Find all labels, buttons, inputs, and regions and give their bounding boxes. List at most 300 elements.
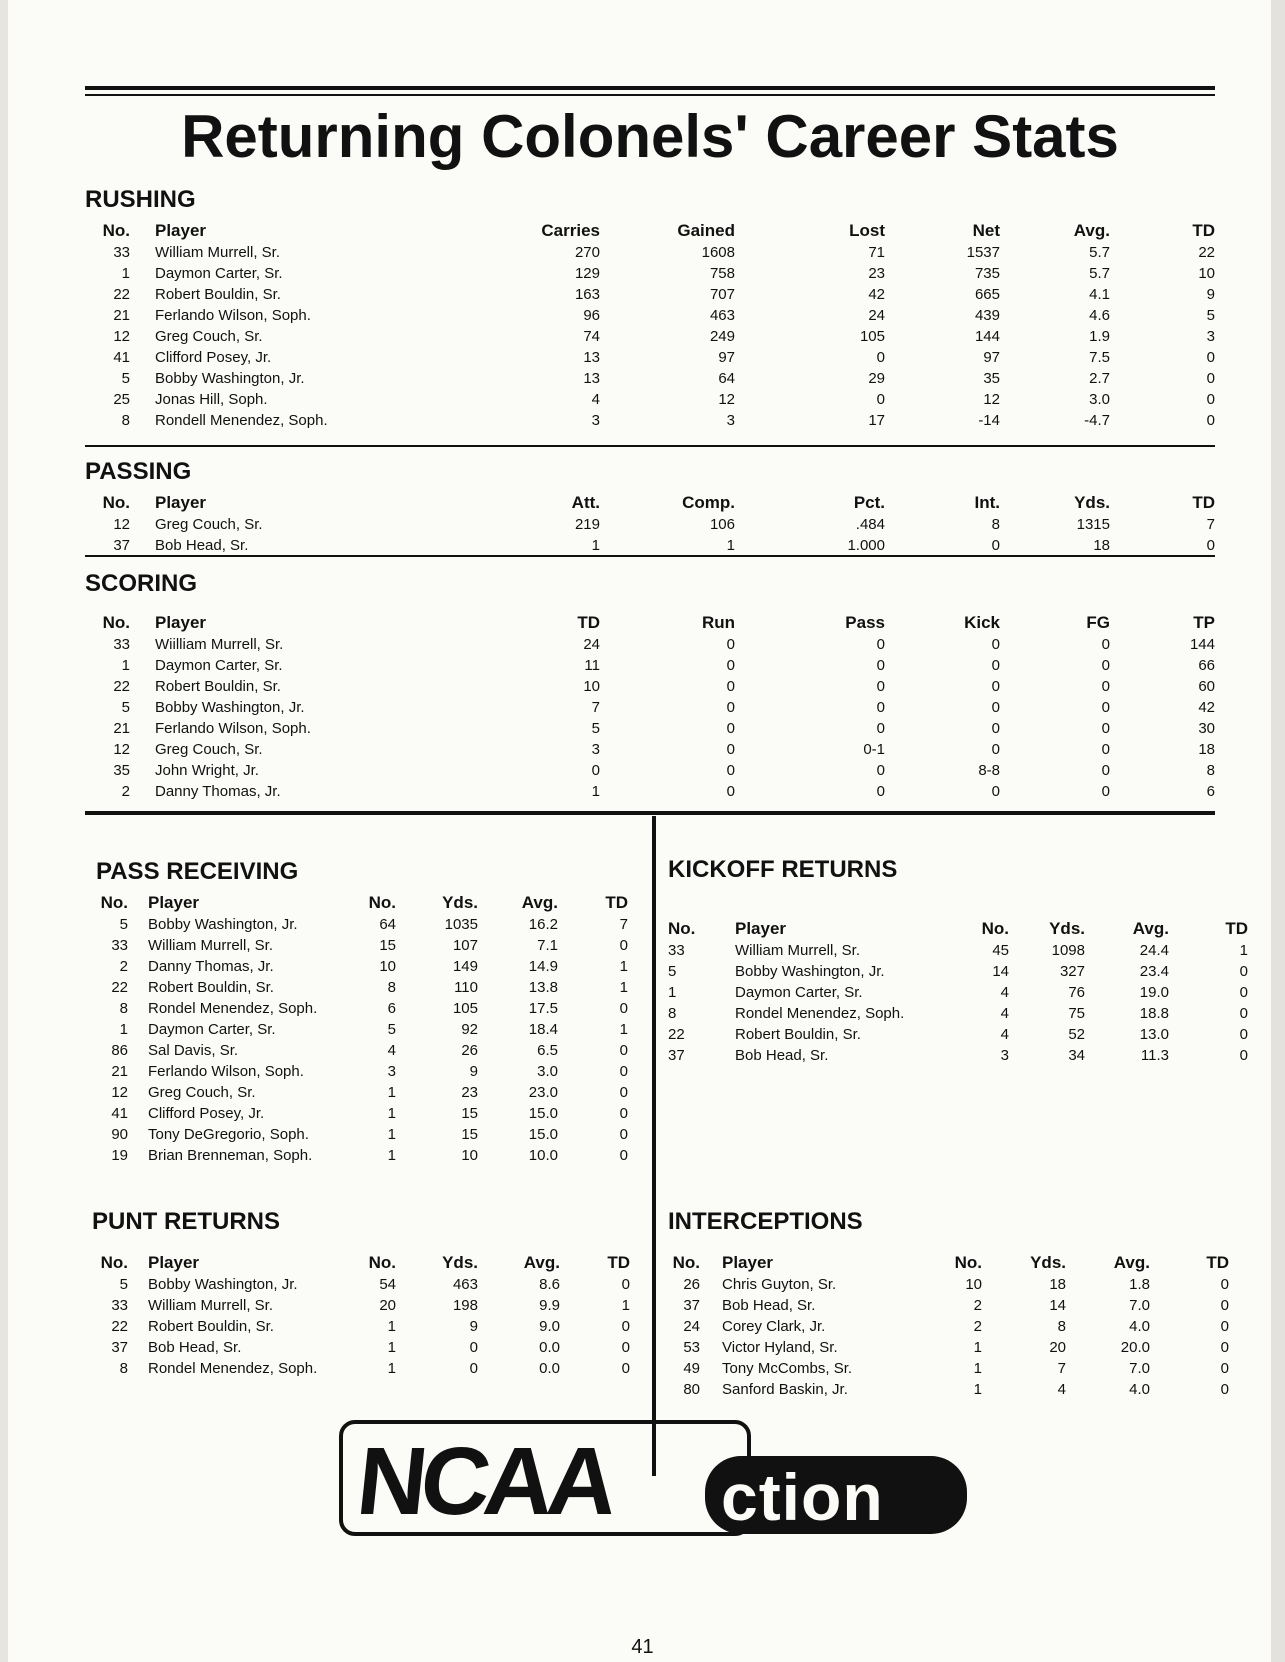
table-cell: -14	[978, 412, 1000, 429]
table-row	[85, 284, 1215, 305]
table-cell: 24	[583, 636, 600, 653]
table-cell: 24	[683, 1318, 700, 1335]
pass-receiving-title: PASS RECEIVING	[96, 858, 299, 885]
table-cell: 0	[726, 636, 735, 653]
table-cell: 0	[991, 699, 1000, 716]
kickoff-returns-title: KICKOFF RETURNS	[668, 856, 898, 883]
column-header: Int.	[974, 493, 1000, 512]
table-cell: 0	[1101, 657, 1110, 674]
column-header: FG	[1086, 613, 1110, 632]
table-cell: 107	[452, 937, 478, 954]
table-cell: 0	[619, 1126, 628, 1143]
table-cell: 37	[668, 1047, 685, 1064]
table-cell: 86	[111, 1042, 128, 1059]
spacer-cell	[128, 1082, 148, 1103]
table-cell: 10	[1198, 265, 1215, 282]
table-cell: .484	[855, 516, 885, 533]
table-cell: 2	[121, 783, 130, 800]
table-cell: Wiilliam Murrell, Sr.	[155, 636, 284, 653]
table-cell: 0	[1206, 349, 1215, 366]
table-cell: 20	[1049, 1339, 1066, 1356]
rushing-divider	[85, 445, 1215, 447]
table-cell: 0	[726, 699, 735, 716]
table-cell: 105	[859, 328, 885, 345]
table-cell: 4	[591, 391, 600, 408]
table-cell: 6	[1206, 783, 1215, 800]
table-cell: 9.0	[539, 1318, 560, 1335]
ncaa-action-logo	[335, 1414, 975, 1544]
table-cell: Greg Couch, Sr.	[155, 516, 263, 533]
table-row	[668, 1274, 1229, 1295]
table-cell: Corey Clark, Jr.	[722, 1318, 826, 1335]
table-row	[85, 368, 1215, 389]
table-cell: 10	[583, 678, 600, 695]
table-cell: William Murrell, Sr.	[148, 937, 274, 954]
spacer-cell	[130, 676, 155, 697]
spacer-cell	[130, 535, 155, 556]
table-cell: 0	[991, 636, 1000, 653]
table-cell: 1	[591, 537, 600, 554]
table-cell: 0	[1220, 1360, 1229, 1377]
spacer-cell	[130, 612, 155, 634]
table-cell: 5	[121, 699, 130, 716]
table-cell: 3	[591, 741, 600, 758]
table-row	[668, 1358, 1229, 1379]
column-header: Pass	[845, 613, 885, 632]
table-cell: 0	[1101, 699, 1110, 716]
table-cell: 270	[574, 244, 600, 261]
logo-action-text: ction	[721, 1460, 884, 1534]
table-cell: 41	[111, 1105, 128, 1122]
column-header: Net	[972, 221, 1000, 240]
spacer-cell	[700, 1295, 722, 1316]
table-cell: Ferlando Wilson, Soph.	[155, 307, 311, 324]
table-cell: 8.6	[539, 1276, 560, 1293]
interceptions-table	[668, 1252, 1229, 1400]
table-cell: 42	[1198, 699, 1215, 716]
table-cell: 5.7	[1089, 244, 1110, 261]
table-cell: Greg Couch, Sr.	[155, 328, 263, 345]
table-cell: 12	[113, 328, 130, 345]
table-row	[96, 998, 628, 1019]
table-cell: 0	[1220, 1339, 1229, 1356]
table-cell: Daymon Carter, Sr.	[735, 984, 863, 1001]
table-cell: 14	[1049, 1297, 1066, 1314]
spacer-cell	[710, 1003, 735, 1024]
table-cell: 45	[992, 942, 1009, 959]
table-cell: 10	[461, 1147, 478, 1164]
table-cell: 129	[574, 265, 600, 282]
page-title: Returning Colonels' Career Stats	[181, 103, 1119, 170]
table-cell: Bobby Washington, Jr.	[735, 963, 885, 980]
table-row	[668, 1295, 1229, 1316]
table-cell: 0	[726, 741, 735, 758]
table-cell: 9	[1206, 286, 1215, 303]
table-row	[96, 1019, 628, 1040]
table-cell: 37	[683, 1297, 700, 1314]
table-cell: Greg Couch, Sr.	[148, 1084, 256, 1101]
table-cell: 3.0	[537, 1063, 558, 1080]
table-cell: 0	[991, 537, 1000, 554]
table-cell: 33	[113, 244, 130, 261]
pass-receiving-header-row	[96, 892, 628, 914]
column-header: No.	[672, 1253, 700, 1272]
table-cell: 0	[876, 783, 885, 800]
table-cell: 15.0	[528, 1105, 558, 1122]
table-cell: Robert Bouldin, Sr.	[148, 979, 274, 996]
table-cell: John Wright, Jr.	[155, 762, 259, 779]
spacer-cell	[130, 242, 155, 263]
table-row	[85, 347, 1215, 368]
spacer-cell	[128, 1358, 148, 1379]
table-cell: 0	[469, 1339, 478, 1356]
column-header: Player	[155, 613, 207, 632]
table-cell: Daymon Carter, Sr.	[148, 1021, 276, 1038]
table-cell: Bobby Washington, Jr.	[148, 1276, 298, 1293]
column-header: Player	[155, 493, 207, 512]
table-cell: 22	[111, 1318, 128, 1335]
punt-returns-header-row	[92, 1252, 630, 1274]
table-cell: 14.9	[528, 958, 558, 975]
table-cell: 9.9	[539, 1297, 560, 1314]
table-row	[668, 1045, 1248, 1066]
spacer-cell	[130, 697, 155, 718]
kickoff-returns-section	[668, 856, 1248, 1066]
table-cell: 18.8	[1139, 1005, 1169, 1022]
table-cell: 439	[974, 307, 1000, 324]
column-header: No.	[954, 1253, 982, 1272]
table-cell: 15	[461, 1105, 478, 1122]
table-cell: 12	[983, 391, 1000, 408]
table-row	[668, 982, 1248, 1003]
table-cell: 12	[113, 741, 130, 758]
table-cell: 35	[113, 762, 130, 779]
interceptions-title: INTERCEPTIONS	[668, 1208, 863, 1235]
table-cell: 144	[1189, 636, 1215, 653]
table-cell: Sal Davis, Sr.	[148, 1042, 239, 1059]
table-cell: 7.0	[1129, 1297, 1150, 1314]
spacer-cell	[128, 1019, 148, 1040]
scoring-title: SCORING	[85, 570, 198, 597]
table-cell: Victor Hyland, Sr.	[722, 1339, 838, 1356]
column-header: Gained	[677, 221, 735, 240]
table-cell: 0	[621, 1339, 630, 1356]
scoring-table	[85, 612, 1215, 802]
table-cell: 1	[973, 1360, 982, 1377]
table-row	[85, 514, 1215, 535]
table-row	[96, 956, 628, 977]
table-cell: 0	[619, 1105, 628, 1122]
table-cell: 0	[991, 741, 1000, 758]
table-cell: 8-8	[978, 762, 1000, 779]
table-row	[85, 389, 1215, 410]
spacer-cell	[710, 940, 735, 961]
spacer-cell	[130, 326, 155, 347]
table-row	[96, 935, 628, 956]
table-cell: 5.7	[1089, 265, 1110, 282]
table-cell: 10	[965, 1276, 982, 1293]
spacer-cell	[700, 1337, 722, 1358]
table-cell: 23	[868, 265, 885, 282]
table-row	[85, 634, 1215, 655]
table-cell: Rondel Menendez, Soph.	[148, 1360, 318, 1377]
table-cell: 1	[619, 979, 628, 996]
table-cell: 149	[452, 958, 478, 975]
table-cell: 19	[111, 1147, 128, 1164]
table-row	[85, 697, 1215, 718]
punt-returns-title: PUNT RETURNS	[92, 1208, 281, 1235]
table-cell: 0.0	[539, 1339, 560, 1356]
spacer-cell	[130, 410, 155, 431]
table-cell: 35	[983, 370, 1000, 387]
table-cell: 0	[621, 1360, 630, 1377]
spacer-cell	[710, 918, 735, 940]
scoring-section	[85, 570, 1215, 802]
table-cell: 49	[683, 1360, 700, 1377]
column-header: Kick	[964, 613, 1000, 632]
table-cell: William Murrell, Sr.	[155, 244, 281, 261]
table-cell: 198	[452, 1297, 478, 1314]
table-cell: 10.0	[528, 1147, 558, 1164]
rushing-section	[85, 186, 1215, 431]
table-cell: 92	[461, 1021, 478, 1038]
spacer-cell	[130, 739, 155, 760]
table-row	[96, 977, 628, 998]
table-cell: 75	[1068, 1005, 1085, 1022]
spacer-cell	[130, 634, 155, 655]
table-cell: 13	[583, 370, 600, 387]
table-cell: 1	[387, 1318, 396, 1335]
table-cell: 8	[1057, 1318, 1066, 1335]
table-cell: 0	[621, 1318, 630, 1335]
table-cell: 8	[119, 1000, 128, 1017]
table-cell: 0	[1206, 412, 1215, 429]
table-cell: 14	[992, 963, 1009, 980]
table-cell: 13.0	[1139, 1026, 1169, 1043]
table-cell: Danny Thomas, Jr.	[155, 783, 281, 800]
table-cell: 10	[379, 958, 396, 975]
table-cell: 735	[974, 265, 1000, 282]
table-cell: 3	[726, 412, 735, 429]
table-cell: 1.9	[1089, 328, 1110, 345]
spacer-cell	[128, 1124, 148, 1145]
table-row	[85, 410, 1215, 431]
table-cell: 0	[619, 1084, 628, 1101]
column-header: Att.	[571, 493, 600, 512]
table-cell: 5	[387, 1021, 396, 1038]
table-cell: 17.5	[528, 1000, 558, 1017]
table-cell: 90	[111, 1126, 128, 1143]
table-cell: 37	[111, 1339, 128, 1356]
table-row	[85, 676, 1215, 697]
table-cell: 5	[119, 1276, 128, 1293]
column-header: No.	[102, 493, 130, 512]
table-cell: Robert Bouldin, Sr.	[155, 678, 281, 695]
spacer-cell	[128, 1145, 148, 1166]
table-cell: Rondel Menendez, Soph.	[148, 1000, 318, 1017]
table-cell: 96	[583, 307, 600, 324]
page-edge-right	[1271, 0, 1285, 1662]
table-cell: 0	[1239, 1047, 1248, 1064]
column-header: TP	[1193, 613, 1215, 632]
spacer-cell	[130, 655, 155, 676]
table-cell: 23	[461, 1084, 478, 1101]
spacer-cell	[130, 492, 155, 514]
table-cell: -4.7	[1084, 412, 1110, 429]
table-cell: 0	[469, 1360, 478, 1377]
table-cell: 106	[709, 516, 735, 533]
table-cell: Jonas Hill, Soph.	[155, 391, 268, 408]
table-cell: 219	[574, 516, 600, 533]
table-cell: 5	[591, 720, 600, 737]
spacer-cell	[128, 1337, 148, 1358]
column-header: No.	[368, 1253, 396, 1272]
table-cell: 1537	[966, 244, 1000, 261]
column-header: Yds.	[442, 893, 478, 912]
table-row	[668, 961, 1248, 982]
table-cell: 1	[387, 1105, 396, 1122]
table-cell: 1	[591, 783, 600, 800]
spacer-cell	[128, 956, 148, 977]
table-cell: 1098	[1051, 942, 1085, 959]
scoring-divider	[85, 811, 1215, 815]
table-cell: 24	[868, 307, 885, 324]
interceptions-header-row	[668, 1252, 1229, 1274]
table-row	[85, 535, 1215, 556]
table-cell: Bob Head, Sr.	[155, 537, 249, 554]
table-cell: 8	[668, 1005, 677, 1022]
table-cell: 0	[1220, 1297, 1229, 1314]
table-cell: Rondell Menendez, Soph.	[155, 412, 328, 429]
logo-action-block	[705, 1456, 967, 1534]
column-header: No.	[102, 613, 130, 632]
table-cell: 0	[991, 783, 1000, 800]
table-cell: 3.0	[1089, 391, 1110, 408]
table-cell: 3	[1206, 328, 1215, 345]
table-cell: 66	[1198, 657, 1215, 674]
table-cell: 5	[119, 916, 128, 933]
column-divider	[652, 816, 656, 1476]
table-cell: 25	[113, 391, 130, 408]
table-cell: 0	[991, 657, 1000, 674]
table-cell: 0	[876, 762, 885, 779]
table-cell: 4.1	[1089, 286, 1110, 303]
table-cell: 22	[668, 1026, 685, 1043]
passing-table	[85, 492, 1215, 556]
table-cell: Brian Brenneman, Soph.	[148, 1147, 313, 1164]
table-row	[96, 1124, 628, 1145]
table-cell: 2	[973, 1318, 982, 1335]
table-cell: 64	[379, 916, 396, 933]
table-cell: 1	[726, 537, 735, 554]
spacer-cell	[710, 1024, 735, 1045]
table-cell: 1	[973, 1381, 982, 1398]
spacer-cell	[710, 1045, 735, 1066]
column-header: No.	[100, 1253, 128, 1272]
table-cell: 4.0	[1129, 1381, 1150, 1398]
table-cell: 0	[1220, 1318, 1229, 1335]
kickoff-returns-header-row	[668, 918, 1248, 940]
column-header: Avg.	[1113, 1253, 1150, 1272]
table-cell: 2.7	[1089, 370, 1110, 387]
spacer-cell	[130, 760, 155, 781]
column-header: Yds.	[1030, 1253, 1066, 1272]
table-row	[92, 1337, 630, 1358]
table-cell: 0	[991, 720, 1000, 737]
table-cell: Clifford Posey, Jr.	[148, 1105, 265, 1122]
table-cell: 0	[1239, 963, 1248, 980]
table-cell: 64	[718, 370, 735, 387]
table-row	[85, 326, 1215, 347]
table-cell: 0	[619, 1042, 628, 1059]
table-cell: 4	[1057, 1381, 1066, 1398]
passing-title: PASSING	[85, 458, 192, 485]
table-cell: 0	[1206, 391, 1215, 408]
table-cell: 17	[868, 412, 885, 429]
table-cell: Daymon Carter, Sr.	[155, 265, 283, 282]
table-cell: 23.0	[528, 1084, 558, 1101]
table-cell: 54	[379, 1276, 396, 1293]
page-number: 41	[631, 1636, 654, 1658]
column-header: Player	[155, 221, 207, 240]
table-cell: Sanford Baskin, Jr.	[722, 1381, 848, 1398]
table-row	[668, 1024, 1248, 1045]
table-cell: 2	[973, 1297, 982, 1314]
table-row	[85, 781, 1215, 802]
column-header: Yds.	[1049, 919, 1085, 938]
table-cell: Robert Bouldin, Sr.	[735, 1026, 861, 1043]
table-cell: 21	[113, 720, 130, 737]
table-row	[85, 263, 1215, 284]
table-cell: 9	[469, 1063, 478, 1080]
table-cell: 1	[619, 958, 628, 975]
top-rule-thick	[85, 86, 1215, 90]
table-cell: Greg Couch, Sr.	[155, 741, 263, 758]
table-cell: 110	[454, 979, 478, 996]
table-cell: 1315	[1076, 516, 1110, 533]
column-header: TD	[607, 1253, 630, 1272]
table-cell: 1608	[701, 244, 735, 261]
column-header: Avg.	[521, 893, 558, 912]
column-header: Pct.	[853, 493, 885, 512]
table-row	[85, 305, 1215, 326]
table-cell: 1	[121, 265, 130, 282]
table-cell: 3	[591, 412, 600, 429]
table-cell: 0	[619, 1147, 628, 1164]
table-cell: Rondel Menendez, Soph.	[735, 1005, 905, 1022]
spacer-cell	[128, 1103, 148, 1124]
table-cell: 327	[1059, 963, 1085, 980]
table-cell: 33	[111, 1297, 128, 1314]
table-row	[92, 1295, 630, 1316]
table-cell: 4.0	[1129, 1318, 1150, 1335]
table-row	[668, 1337, 1229, 1358]
table-cell: 12	[111, 1084, 128, 1101]
table-cell: 1	[1239, 942, 1248, 959]
table-cell: 0	[1206, 370, 1215, 387]
table-row	[85, 718, 1215, 739]
table-cell: 0	[591, 762, 600, 779]
spacer-cell	[130, 284, 155, 305]
table-cell: 33	[111, 937, 128, 954]
table-cell: William Murrell, Sr.	[735, 942, 861, 959]
table-cell: 0	[621, 1276, 630, 1293]
column-header: Player	[148, 893, 200, 912]
table-cell: 22	[111, 979, 128, 996]
column-header: TD	[577, 613, 600, 632]
top-rule-thin	[85, 94, 1215, 96]
table-row	[96, 1103, 628, 1124]
